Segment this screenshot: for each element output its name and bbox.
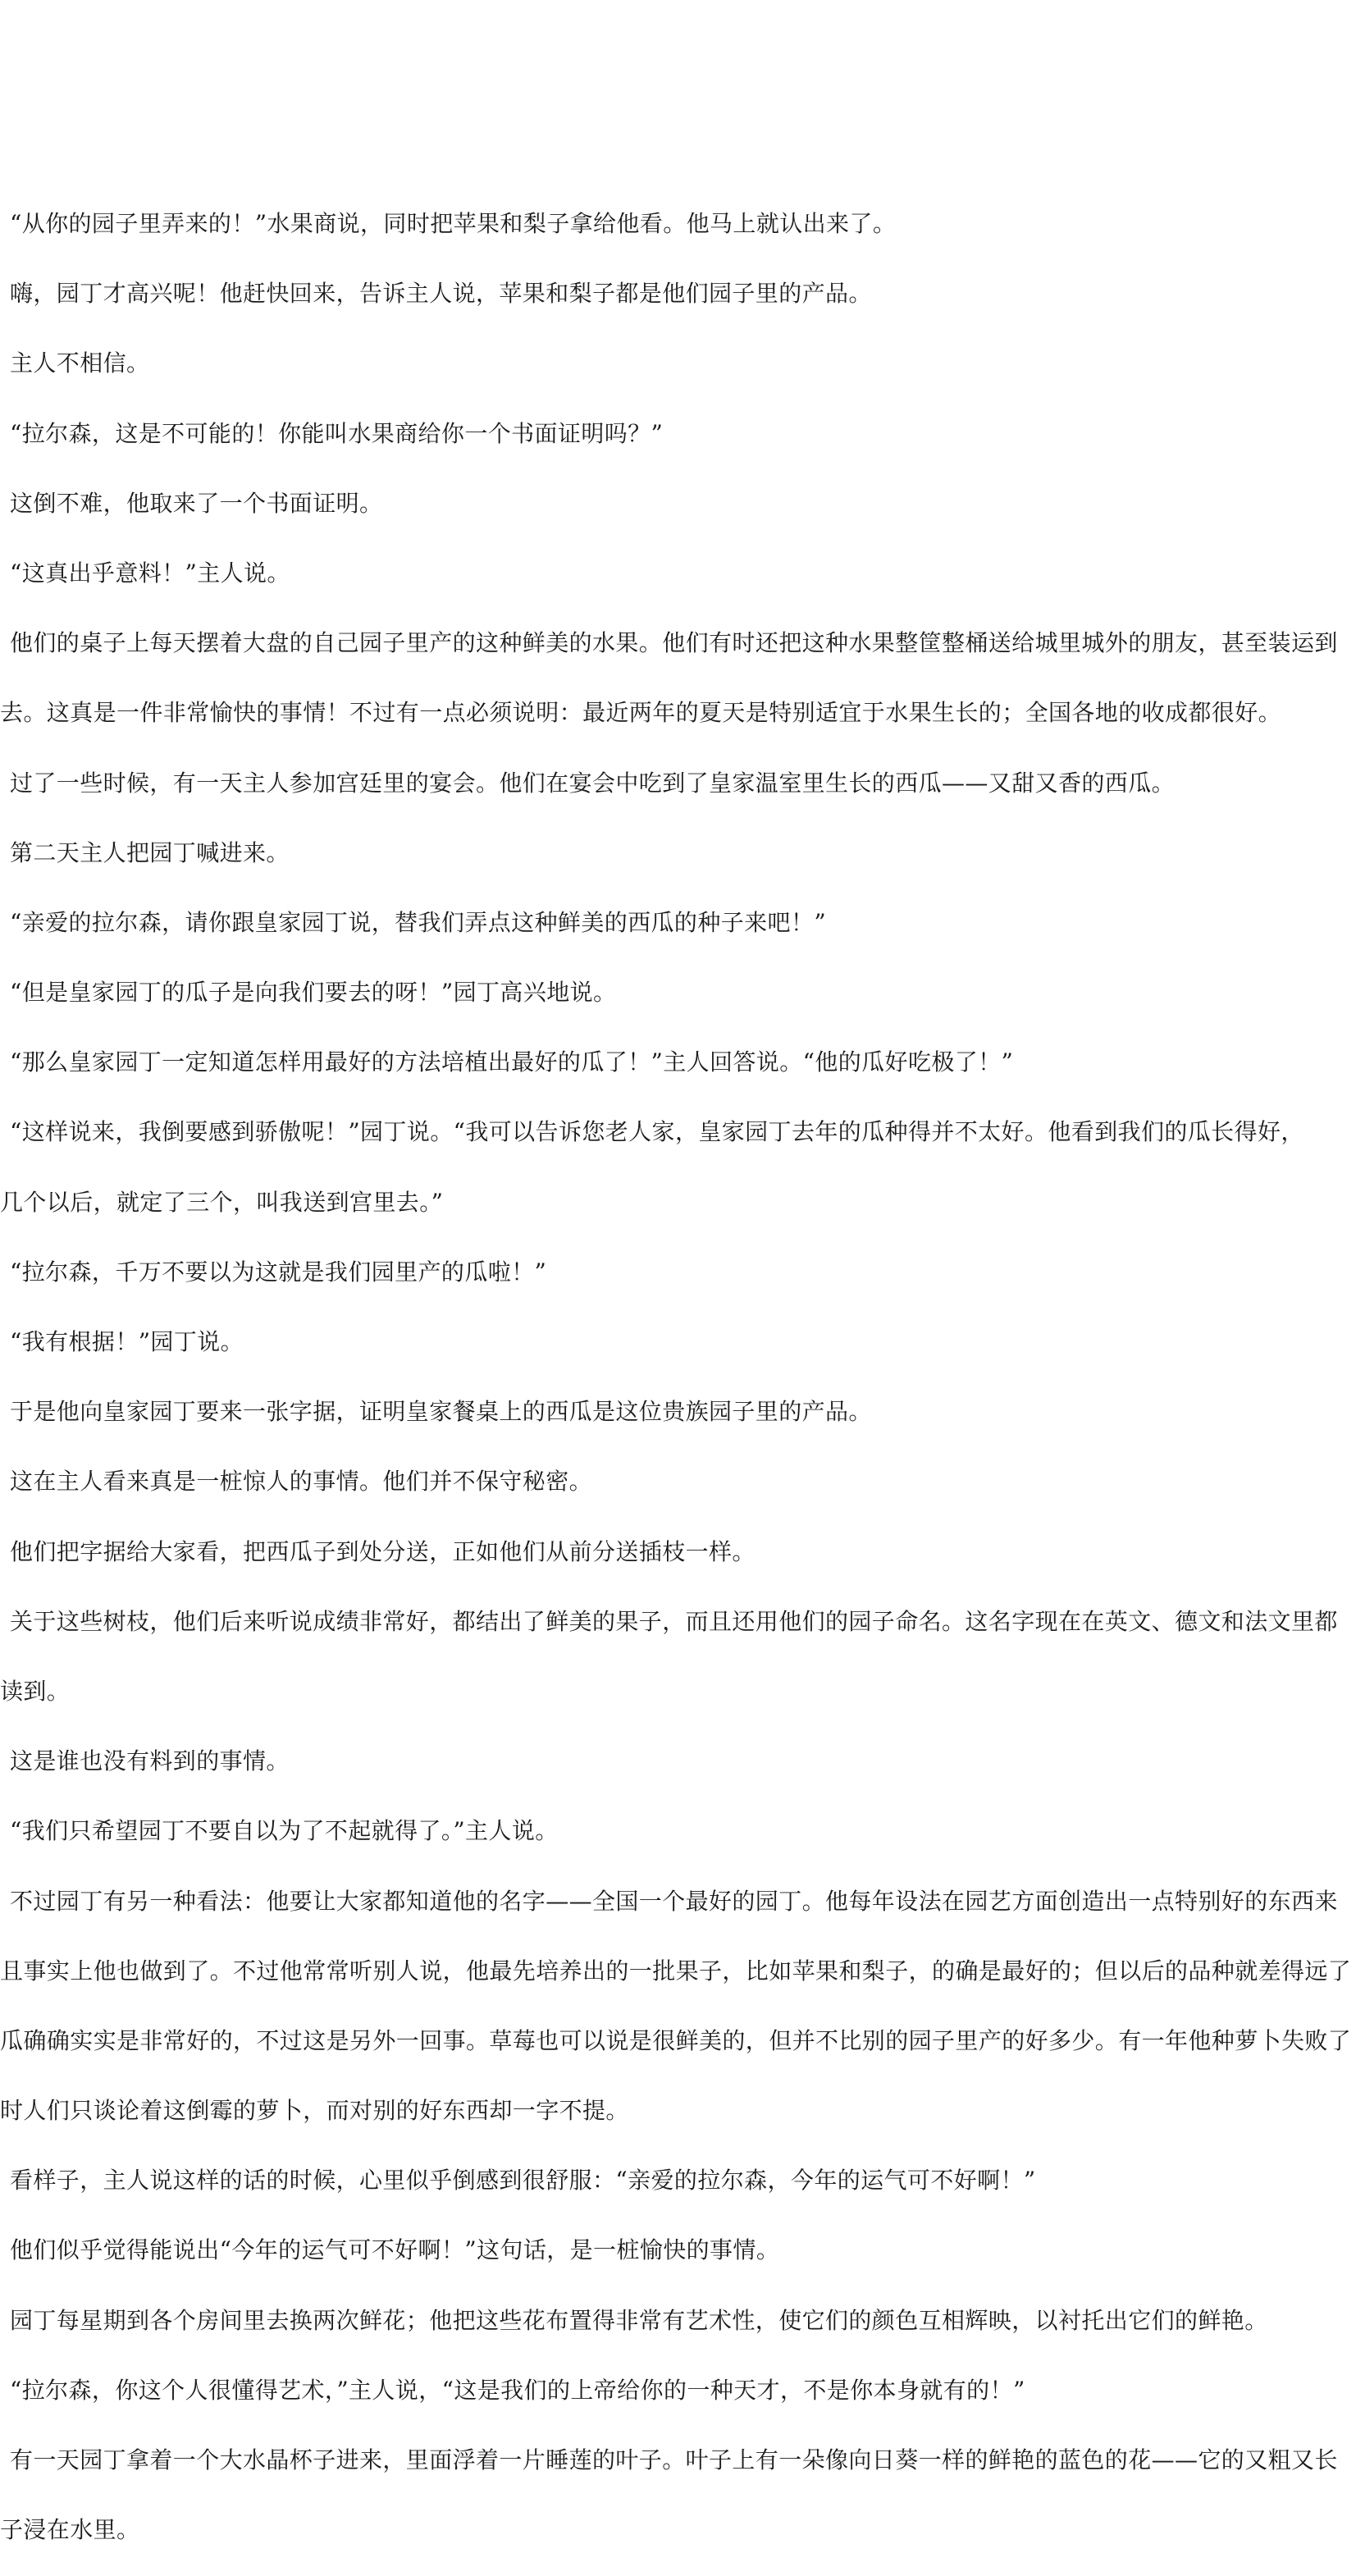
- text-line: 瓜确确实实是非常好的，不过这是另外一回事。草莓也可以说是很鲜美的，但并不比别的园子里产的好多少。有一年他种萝卜失败了: [0, 2026, 1352, 2054]
- text-line: 嗨，园丁才高兴呢！他赶快回来，告诉主人说，苹果和梨子都是他们园子里的产品。: [10, 280, 872, 308]
- text-line: 关于这些树枝，他们后来听说成绩非常好，都结出了鲜美的果子，而且还用他们的园子命名。这名字现在在英文、德文和法文里都: [10, 1607, 1338, 1635]
- text-line: “我有根据！”园丁说。: [10, 1328, 244, 1355]
- text-line: “那么皇家园丁一定知道怎样用最好的方法培植出最好的瓜了！”主人回答说。“他的瓜好吃极了！”: [10, 1048, 1014, 1076]
- text-line: 时人们只谈论着这倒霉的萝卜，而对别的好东西却一字不提。: [0, 2097, 629, 2125]
- text-line: 几个以后，就定了三个，叫我送到宫里去。”: [0, 1188, 444, 1216]
- text-line: 有一天园丁拿着一个大水晶杯子进来，里面浮着一片睡莲的叶子。叶子上有一朵像向日葵一样的鲜艳的蓝色的花——它的又粗又长: [10, 2446, 1338, 2473]
- document-body: [0, 177, 1356, 2576]
- text-line: “我们只希望园丁不要自以为了不起就得了。”主人说。: [10, 1817, 559, 1845]
- text-line: “这样说来，我倒要感到骄傲呢！”园丁说。“我可以告诉您老人家，皇家园丁去年的瓜种得并不太好。他看到我们的瓜长得好，: [10, 1118, 1304, 1146]
- text-line: 读到。: [0, 1677, 71, 1705]
- text-line: 这倒不难，他取来了一个书面证明。: [10, 489, 383, 517]
- text-line: 第二天主人把园丁喊进来。: [10, 838, 290, 866]
- text-line: 他们似乎觉得能说出“今年的运气可不好啊！”这句话，是一桩愉快的事情。: [10, 2236, 780, 2264]
- text-line: “但是皇家园丁的瓜子是向我们要去的呀！”园丁高兴地说。: [10, 979, 617, 1007]
- text-line: 且事实上他也做到了。不过他常常听别人说，他最先培养出的一批果子，比如苹果和梨子，的确是最好的；但以后的品种就差得远了: [0, 1957, 1352, 1985]
- text-line: “亲爱的拉尔森，请你跟皇家园丁说，替我们弄点这种鲜美的西瓜的种子来吧！”: [10, 908, 827, 936]
- text-line: 这在主人看来真是一桩惊人的事情。他们并不保守秘密。: [10, 1468, 593, 1496]
- text-line: 看样子，主人说这样的话的时候，心里似乎倒感到很舒服：“亲爱的拉尔森，今年的运气可不好啊！”: [10, 2167, 1036, 2195]
- text-line: 于是他向皇家园丁要来一张字据，证明皇家餐桌上的西瓜是这位贵族园子里的产品。: [10, 1398, 872, 1426]
- text-line: 过了一些时候，有一天主人参加宫廷里的宴会。他们在宴会中吃到了皇家温室里生长的西瓜——又甜又香的西瓜。: [10, 769, 1176, 797]
- text-line: “拉尔森，这是不可能的！你能叫水果商给你一个书面证明吗？”: [10, 419, 664, 447]
- text-line: 园丁每星期到各个房间里去换两次鲜花；他把这些花布置得非常有艺术性，使它们的颜色互相辉映，以衬托出它们的鲜艳。: [10, 2306, 1268, 2334]
- text-line: “拉尔森，千万不要以为这就是我们园里产的瓜啦！”: [10, 1258, 547, 1286]
- text-line: 主人不相信。: [10, 349, 150, 377]
- text-line: 去。这真是一件非常愉快的事情！不过有一点必须说明：最近两年的夏天是特别适宜于水果生长的；全国各地的收成都很好。: [0, 699, 1282, 727]
- text-line: “这真出乎意料！”主人说。: [10, 559, 290, 587]
- text-line: 这是谁也没有料到的事情。: [10, 1747, 290, 1775]
- text-line: 子浸在水里。: [0, 2516, 140, 2544]
- text-line: 他们把字据给大家看，把西瓜子到处分送，正如他们从前分送插枝一样。: [10, 1537, 756, 1565]
- text-line: “拉尔森，你这个人很懂得艺术，”主人说，“这是我们的上帝给你的一种天才，不是你本身就有的！”: [10, 2376, 1025, 2404]
- text-line: 不过园丁有另一种看法：他要让大家都知道他的名字——全国一个最好的园丁。他每年设法在园艺方面创造出一点特别好的东西来: [10, 1887, 1338, 1915]
- text-line: 他们的桌子上每天摆着大盘的自己园子里产的这种鲜美的水果。他们有时还把这种水果整筐整桶送给城里城外的朋友，甚至装运到: [10, 629, 1338, 657]
- text-line: “从你的园子里弄来的！”水果商说，同时把苹果和梨子拿给他看。他马上就认出来了。: [10, 210, 897, 237]
